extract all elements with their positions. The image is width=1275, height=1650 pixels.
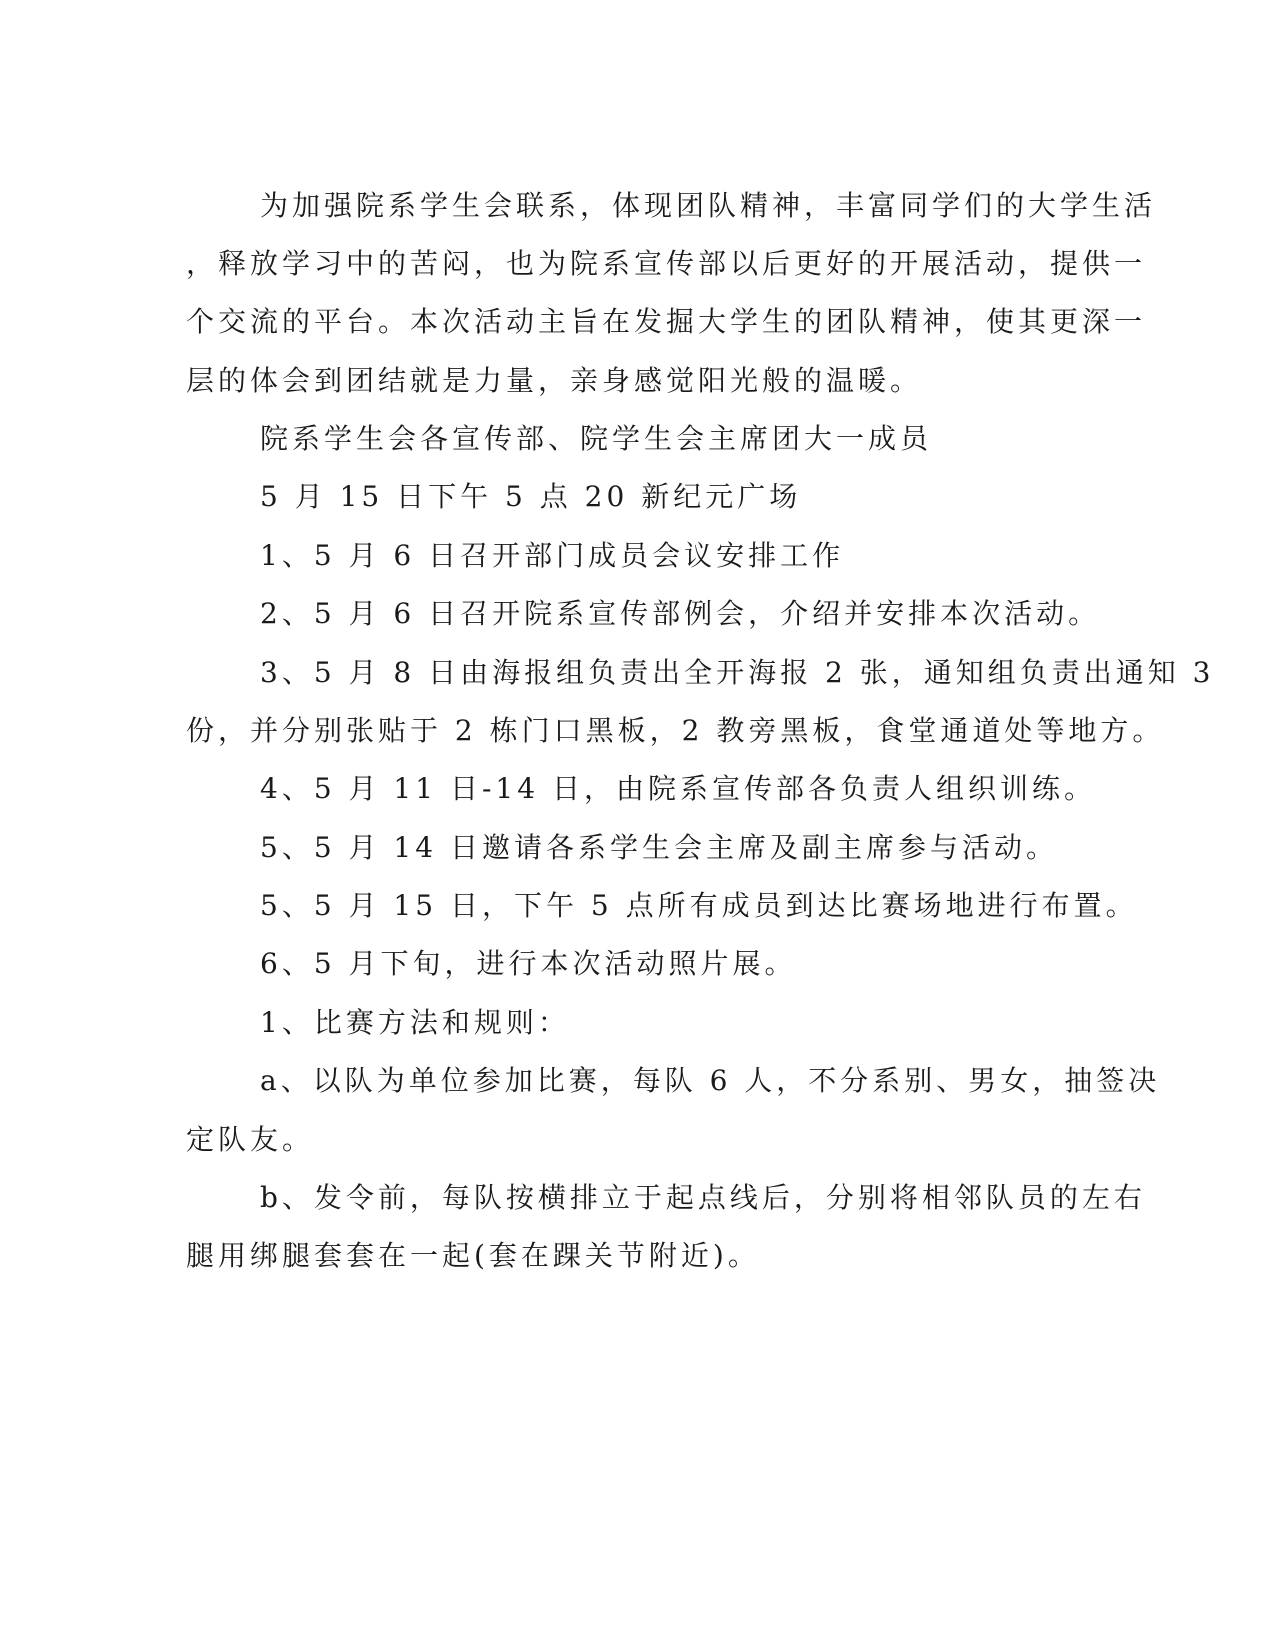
schedule-item: 5、5 月 14 日邀请各系学生会主席及副主席参与活动。 xyxy=(260,831,1058,864)
schedule-item: 1、5 月 6 日召开部门成员会议安排工作 xyxy=(260,539,845,572)
rule-item-continued: 定队友。 xyxy=(186,1123,315,1156)
schedule-item: 4、5 月 11 日-14 日，由院系宣传部各负责人组织训练。 xyxy=(260,772,1096,805)
paragraph-line: 为加强院系学生会联系，体现团队精神，丰富同学们的大学生活 xyxy=(260,189,1157,222)
rule-item-continued: 腿用绑腿套套在一起(套在踝关节附近)。 xyxy=(186,1239,760,1272)
paragraph-line: ，释放学习中的苦闷，也为院系宣传部以后更好的开展活动，提供一 xyxy=(186,247,1147,280)
participants-line: 院系学生会各宣传部、院学生会主席团大一成员 xyxy=(260,422,933,455)
schedule-item: 3、5 月 8 日由海报组负责出全开海报 2 张，通知组负责出通知 3 xyxy=(260,656,1215,689)
time-place-line: 5 月 15 日下午 5 点 20 新纪元广场 xyxy=(260,480,802,513)
rules-heading: 1、比赛方法和规则： xyxy=(260,1006,570,1039)
schedule-item-continued: 份，并分别张贴于 2 栋门口黑板，2 教旁黑板，食堂通道处等地方。 xyxy=(186,714,1165,747)
schedule-item: 2、5 月 6 日召开院系宣传部例会，介绍并安排本次活动。 xyxy=(260,597,1101,630)
schedule-item: 6、5 月下旬，进行本次活动照片展。 xyxy=(260,947,797,980)
rule-item: a、以队为单位参加比赛，每队 6 人，不分系别、男女，抽签决 xyxy=(260,1064,1161,1097)
schedule-item: 5、5 月 15 日，下午 5 点所有成员到达比赛场地进行布置。 xyxy=(260,889,1138,922)
paragraph-line: 层的体会到团结就是力量，亲身感觉阳光般的温暖。 xyxy=(186,364,923,397)
paragraph-line: 个交流的平台。本次活动主旨在发掘大学生的团队精神，使其更深一 xyxy=(186,305,1147,338)
rule-item: b、发令前，每队按横排立于起点线后，分别将相邻队员的左右 xyxy=(260,1181,1146,1214)
